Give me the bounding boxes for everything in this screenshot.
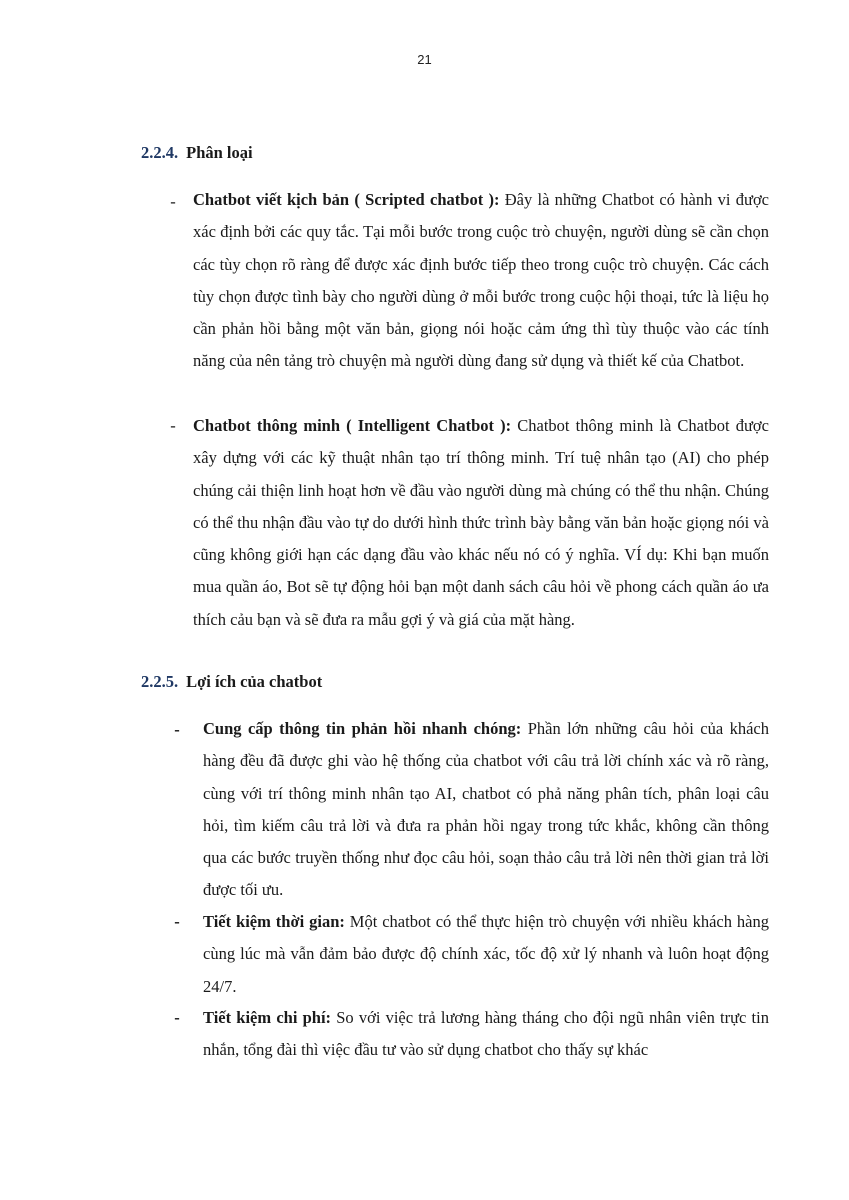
list-bullet: - [174,720,180,739]
list-item-text: Một chatbot có thể thực hiện trò chuyện với nhiều khách hàng cùng lúc mà vẫn đảm bảo được độ chính xác, tốc độ xử lý nhanh và luôn hoạt động 24/7. [203,912,769,996]
section-heading [141,143,253,163]
list-item [193,184,769,378]
list-item-text: Chatbot thông minh là Chatbot được xây dựng với các kỹ thuật nhân tạo trí thông minh. Trí tuệ nhân tạo (AI) cho phép chúng cải thiện linh hoạt hơn về đầu vào người dùng mà chúng có thể thu nhận. Chúng có thể thu nhận đầu vào tự do dưới hình thức trình bày bằng văn bản hoặc giọng nói và cũng không giới hạn các dạng đầu vào khác nếu nó có ý nghĩa. VÍ dụ: Khi bạn muốn mua quần áo, Bot sẽ tự động hỏi bạn một danh sách câu hỏi về phong cách quần áo ưa thích cảu bạn và sẽ đưa ra mẫu gợi ý và giá của mặt hàng. [193,416,769,629]
list-bullet: - [174,912,180,931]
list-bullet: - [170,192,176,211]
list-item-lead: Tiết kiệm thời gian: [203,912,345,931]
section-number: 2.2.5. [141,672,179,691]
page-number: 21 [417,52,432,67]
section-title: Phân loại [186,143,253,162]
list-item [193,410,769,636]
list-bullet: - [174,1008,180,1027]
list-bullet: - [170,416,176,435]
section-heading [141,672,322,692]
section-number: 2.2.4. [141,143,179,162]
list-item-text: Phần lớn những câu hỏi của khách hàng đều đã được ghi vào hệ thống của chatbot với câu trả lời chính xác và rõ ràng, cùng với trí thông minh nhân tạo AI, chatbot có phả năng phân tích, phân loại câu hỏi, tìm kiếm câu trả lời và đưa ra phản hồi ngay trong tức khắc, không cần thông qua các bước truyền thống như đọc câu hỏi, soạn thảo câu trả lời nên thời gian trả lời được tối ưu. [203,719,770,900]
list-item [203,1002,769,1067]
list-item-lead: Tiết kiệm chi phí: [203,1008,332,1027]
section-title: Lợi ích của chatbot [186,672,323,691]
list-item-text: Đây là những Chatbot có hành vi được xác định bởi các quy tắc. Tại mỗi bước trong cuộc trò chuyện, người dùng sẽ cần chọn các tùy chọn rõ ràng để được xác định bước tiếp theo trong cuộc trò chuyện. Các cách tùy chọn được tình bày cho người dùng ở mỗi bước trong cuộc hội thoại, tức là liệu họ cần phản hồi bằng một văn bản, giọng nói hoặc cảm ứng thì tùy thuộc vào các tính năng của nên tảng trò chuyện mà người dùng đang sử dụng và thiết kế của Chatbot. [193,190,769,371]
list-item [203,713,769,907]
list-item-text: So với việc trả lương hàng tháng cho đội ngũ nhân viên trực tin nhắn, tổng đài thì việc đầu tư vào sử dụng chatbot cho thấy sự khác [203,1008,769,1060]
list-item [203,906,769,1003]
list-item-lead: Chatbot thông minh ( Intelligent Chatbot ): [193,416,512,435]
list-item-lead: Cung cấp thông tin phản hồi nhanh chóng: [203,719,522,738]
list-item-lead: Chatbot viết kịch bản ( Scripted chatbot ): [193,190,500,209]
